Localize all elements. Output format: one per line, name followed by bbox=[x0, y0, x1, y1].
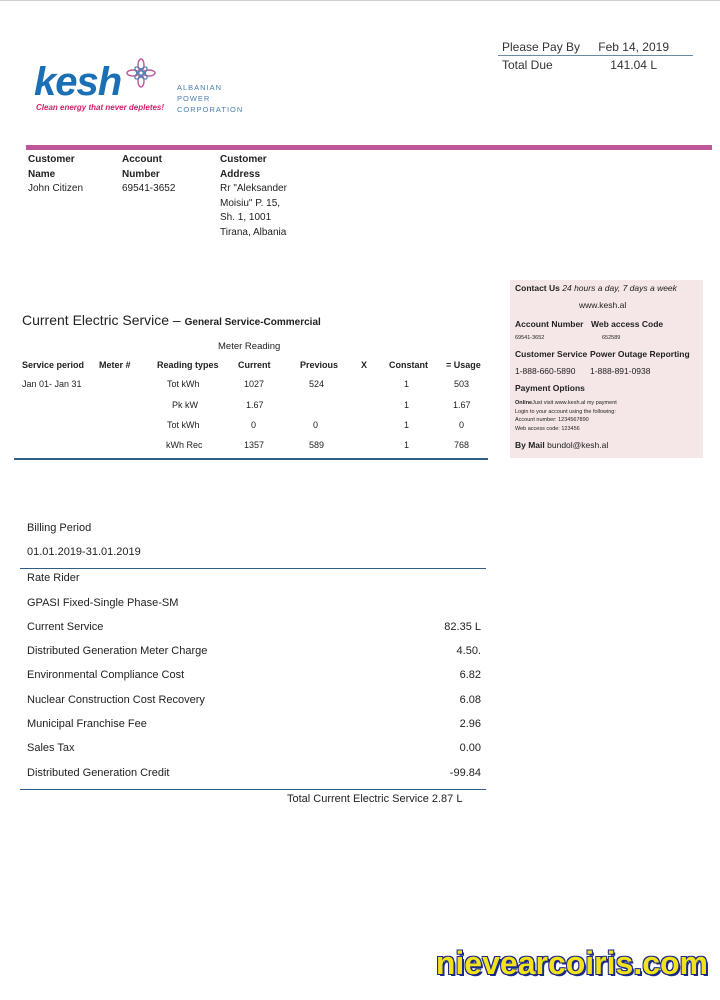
charge-label: Sales Tax bbox=[27, 742, 75, 754]
header-current: Current bbox=[238, 360, 271, 370]
online-line: Account number: 1234567890 bbox=[515, 417, 589, 423]
charge-label: Distributed Generation Credit bbox=[27, 767, 170, 779]
reading-type-cell: Tot kWh bbox=[167, 420, 200, 430]
charge-amount: 6.08 bbox=[459, 694, 481, 706]
address-line: Rr "Aleksander bbox=[220, 183, 287, 194]
previous-cell: 0 bbox=[313, 420, 319, 430]
outage-reporting-label: Power Outage Reporting bbox=[590, 349, 690, 359]
current-cell: 0 bbox=[251, 420, 257, 430]
usage-cell: 768 bbox=[454, 440, 470, 450]
flower-icon bbox=[126, 58, 156, 88]
contact-box bbox=[510, 280, 703, 458]
customer-address-block bbox=[220, 153, 287, 240]
header-service-period: Service period bbox=[22, 360, 85, 370]
billing-rule-top bbox=[20, 568, 486, 569]
contact-website[interactable]: www.kesh.al bbox=[579, 300, 627, 310]
account-number-block bbox=[122, 153, 175, 197]
please-pay-by-value: Feb 14, 2019 bbox=[598, 40, 669, 54]
header-rule bbox=[26, 145, 712, 150]
account-number-header: Account bbox=[122, 154, 162, 165]
logo-tagline: Clean energy that never depletes! bbox=[36, 103, 165, 112]
usage-cell: 503 bbox=[454, 379, 470, 389]
constant-cell: 1 bbox=[404, 440, 410, 450]
online-line: Just visit www.kesh.al my payment bbox=[532, 400, 617, 406]
charge-row bbox=[27, 718, 481, 730]
charge-row bbox=[27, 669, 481, 681]
top-border bbox=[0, 0, 720, 1]
current-service-title bbox=[22, 312, 321, 328]
charge-amount: 4.50. bbox=[456, 645, 481, 657]
contact-account-number: 69541-3652 bbox=[515, 335, 545, 341]
payment-options-label: Payment Options bbox=[515, 383, 585, 393]
current-cell: 1.67 bbox=[246, 400, 264, 410]
logo-corp-line: ALBANIAN bbox=[177, 83, 223, 92]
constant-cell: 1 bbox=[404, 379, 410, 389]
charge-row bbox=[27, 645, 481, 657]
usage-cell: 1.67 bbox=[453, 400, 471, 410]
customer-service-label: Customer Service bbox=[515, 349, 588, 359]
rate-plan: GPASI Fixed-Single Phase-SM bbox=[27, 597, 179, 609]
pay-box-divider bbox=[498, 55, 693, 56]
logo-corp-line: CORPORATION bbox=[177, 105, 244, 114]
online-payment-text bbox=[515, 399, 700, 433]
billing-period-value: 01.01.2019-31.01.2019 bbox=[27, 546, 141, 558]
meter-table-rule bbox=[14, 458, 488, 460]
current-cell: 1027 bbox=[244, 379, 265, 389]
customer-name-header: Customer bbox=[28, 154, 75, 165]
online-line: Login to your account using the following: bbox=[515, 408, 616, 415]
constant-cell: 1 bbox=[404, 420, 410, 430]
usage-cell: 0 bbox=[459, 420, 465, 430]
current-service-title-text: Current Electric Service – bbox=[22, 312, 181, 328]
account-number-value: 69541-3652 bbox=[122, 183, 176, 194]
constant-cell: 1 bbox=[404, 400, 410, 410]
logo-wordmark: kesh bbox=[34, 60, 122, 104]
address-line: Moisiu" P. 15, bbox=[220, 197, 281, 209]
customer-address-header: Address bbox=[220, 168, 261, 180]
previous-cell: 589 bbox=[309, 440, 325, 450]
by-mail-row bbox=[515, 440, 608, 450]
customer-name-header: Name bbox=[28, 168, 56, 180]
header-constant: Constant bbox=[389, 360, 428, 370]
reading-type-cell: Pk kW bbox=[172, 400, 198, 410]
charge-row bbox=[27, 742, 481, 754]
header-usage: = Usage bbox=[446, 360, 481, 370]
billing-rule-bottom bbox=[20, 789, 486, 790]
charge-amount: 0.00 bbox=[459, 742, 481, 754]
customer-service-phone: 1-888-660-5890 bbox=[515, 366, 576, 376]
reading-type-cell: Tot kWh bbox=[167, 379, 200, 389]
current-cell: 1357 bbox=[244, 440, 265, 450]
account-number-label: Account Number bbox=[515, 319, 584, 329]
logo-corp-line: POWER bbox=[177, 94, 211, 103]
meter-reading-label: Meter Reading bbox=[218, 341, 281, 352]
pay-box bbox=[498, 40, 693, 76]
charge-label: Nuclear Construction Cost Recovery bbox=[27, 694, 205, 706]
meter-table bbox=[0, 360, 500, 460]
please-pay-by-label: Please Pay By bbox=[502, 40, 581, 54]
watermark: nievearcoiris.com bbox=[435, 945, 708, 981]
charge-label: Current Service bbox=[27, 621, 104, 633]
charge-row bbox=[27, 767, 481, 779]
charge-label: Environmental Compliance Cost bbox=[27, 669, 185, 681]
charge-label: Distributed Generation Meter Charge bbox=[27, 645, 208, 657]
header-previous: Previous bbox=[300, 360, 339, 370]
charge-amount: 82.35 L bbox=[444, 621, 481, 633]
customer-name-block bbox=[28, 153, 83, 197]
previous-cell: 524 bbox=[309, 379, 325, 389]
by-mail-value: bundol@kesh.al bbox=[547, 440, 609, 450]
charge-label: Municipal Franchise Fee bbox=[27, 718, 147, 730]
total-due-label: Total Due bbox=[502, 58, 553, 72]
online-label: Online bbox=[515, 400, 533, 406]
web-access-label: Web access Code bbox=[591, 319, 664, 329]
header-reading-types: Reading types bbox=[157, 360, 219, 370]
address-line: Sh. 1, 1001 bbox=[220, 212, 272, 223]
address-line: Tirana, Albania bbox=[220, 226, 287, 238]
contact-title-italic: 24 hours a day, 7 days a week bbox=[562, 283, 677, 293]
header-x: X bbox=[361, 360, 368, 370]
charges-list bbox=[0, 621, 720, 791]
outage-phone: 1-888-891-0938 bbox=[590, 366, 651, 376]
total-current-service: Total Current Electric Service 2.87 L bbox=[287, 793, 463, 805]
online-line: Web access code: 123456 bbox=[515, 425, 580, 432]
reading-type-cell: kWh Rec bbox=[166, 440, 203, 450]
service-period-value: Jan 01- Jan 31 bbox=[22, 379, 82, 389]
kesh-logo bbox=[34, 58, 244, 118]
charge-amount: 6.82 bbox=[459, 669, 481, 681]
charge-amount: 2.96 bbox=[459, 718, 481, 730]
charge-row bbox=[27, 621, 481, 633]
by-mail-label: By Mail bbox=[515, 440, 545, 450]
customer-name-value: John Citizen bbox=[28, 183, 84, 194]
current-service-subtitle: General Service-Commercial bbox=[184, 317, 321, 328]
header-meter: Meter # bbox=[99, 360, 131, 370]
charge-row bbox=[27, 694, 481, 706]
contact-web-access-code: 652589 bbox=[602, 335, 621, 341]
charge-amount: -99.84 bbox=[449, 767, 481, 779]
contact-title-bold: Contact Us bbox=[515, 283, 560, 293]
account-number-header: Number bbox=[122, 168, 160, 180]
logo-corporation-text bbox=[177, 82, 243, 115]
contact-title bbox=[515, 283, 677, 293]
rate-rider: Rate Rider bbox=[27, 572, 80, 584]
total-due-value: 141.04 L bbox=[610, 58, 657, 72]
billing-period-label: Billing Period bbox=[27, 522, 92, 534]
customer-address-header: Customer bbox=[220, 154, 267, 165]
